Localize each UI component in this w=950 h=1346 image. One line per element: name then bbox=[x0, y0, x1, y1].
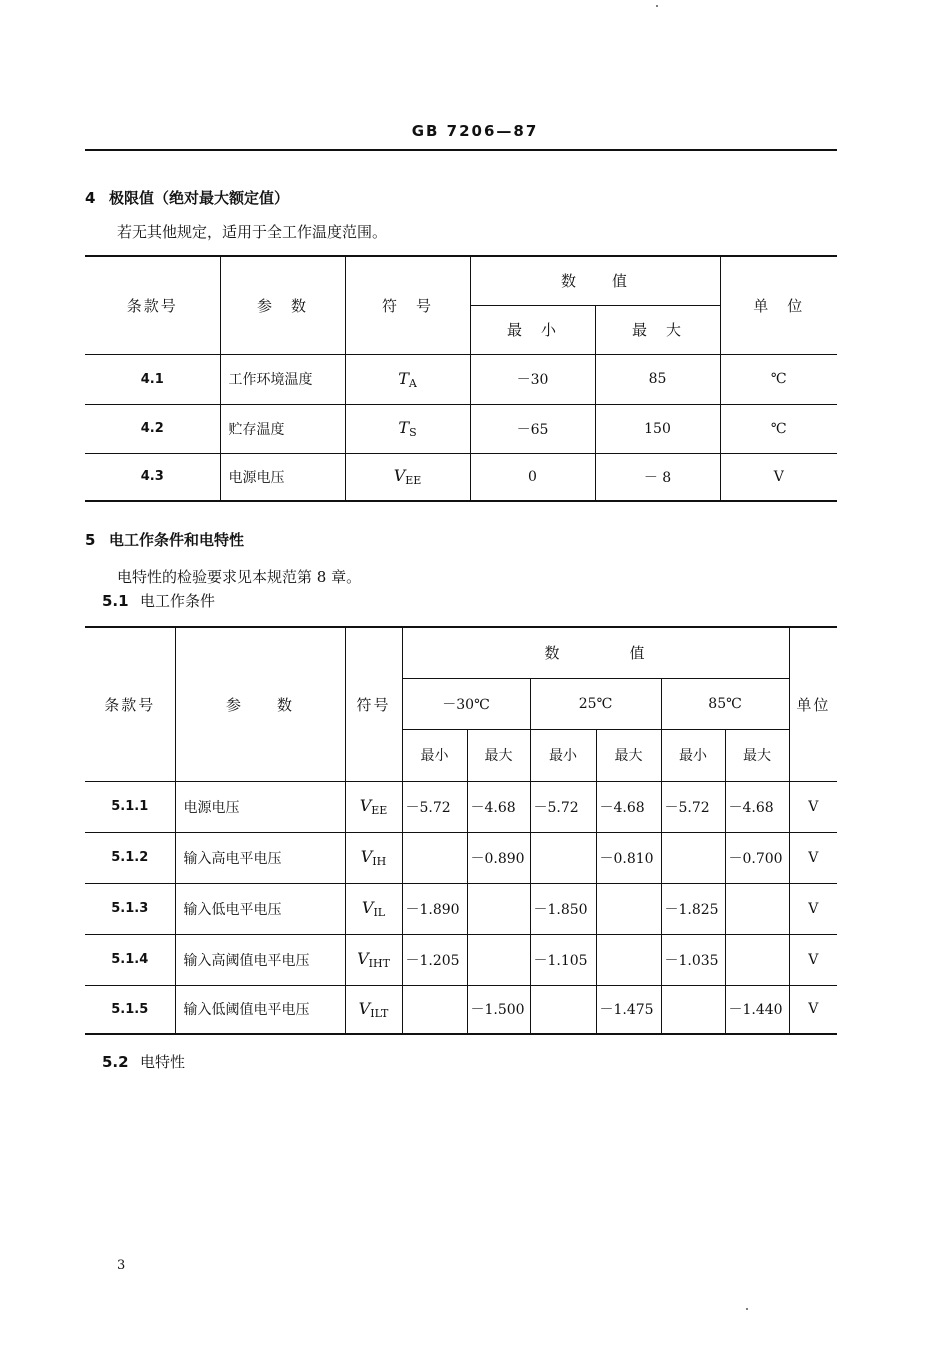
subsection-5-2-heading bbox=[102, 1051, 185, 1072]
cell-min: －30 bbox=[470, 354, 595, 404]
cell-value bbox=[402, 985, 467, 1034]
cell-param: 输入高阈值电平电压 bbox=[175, 934, 345, 985]
cell-value: －4.68 bbox=[467, 781, 530, 832]
cell-param: 输入低电平电压 bbox=[175, 883, 345, 934]
table-row bbox=[85, 832, 837, 883]
cell-unit: V bbox=[789, 832, 837, 883]
cell-clause: 5.1.2 bbox=[85, 832, 175, 883]
symbol-subscript: EE bbox=[405, 474, 422, 488]
cell-unit: ℃ bbox=[720, 404, 837, 453]
th-min: 最小 bbox=[661, 729, 725, 781]
cell-value: －5.72 bbox=[661, 781, 725, 832]
th-unit: 单 位 bbox=[720, 256, 837, 354]
cell-value: －0.700 bbox=[725, 832, 789, 883]
cell-param: 电源电压 bbox=[220, 453, 345, 501]
th-param: 参 数 bbox=[175, 627, 345, 781]
cell-value bbox=[725, 883, 789, 934]
th-max: 最大 bbox=[467, 729, 530, 781]
th-temp-85: 85℃ bbox=[661, 678, 789, 729]
cell-clause: 4.2 bbox=[85, 404, 220, 453]
cell-unit: V bbox=[789, 781, 837, 832]
symbol-subscript: A bbox=[408, 376, 417, 390]
section-number: 5 bbox=[85, 531, 96, 549]
page-number: 3 bbox=[117, 1258, 126, 1273]
cell-value bbox=[402, 832, 467, 883]
symbol-subscript: EE bbox=[371, 804, 388, 817]
operating-conditions-table bbox=[85, 626, 837, 1035]
table-row bbox=[85, 453, 837, 501]
table-row bbox=[85, 354, 837, 404]
cell-value: －1.825 bbox=[661, 883, 725, 934]
section-4-note: 若无其他规定，适用于全工作温度范围。 bbox=[117, 223, 388, 241]
cell-value: －0.890 bbox=[467, 832, 530, 883]
cell-symbol bbox=[345, 883, 402, 934]
subsection-number: 5.2 bbox=[102, 1053, 129, 1071]
cell-param: 工作环境温度 bbox=[220, 354, 345, 404]
th-clause: 条款号 bbox=[85, 256, 220, 354]
th-unit: 单位 bbox=[789, 627, 837, 781]
cell-value: －4.68 bbox=[596, 781, 661, 832]
header-rule bbox=[85, 149, 837, 151]
cell-param: 电源电压 bbox=[175, 781, 345, 832]
section-5-note: 电特性的检验要求见本规范第 8 章。 bbox=[117, 568, 362, 586]
th-max: 最大 bbox=[725, 729, 789, 781]
cell-value: －5.72 bbox=[402, 781, 467, 832]
cell-max: － 8 bbox=[595, 453, 720, 501]
cell-unit: ℃ bbox=[720, 354, 837, 404]
symbol-letter: T bbox=[398, 368, 409, 388]
section-title: 极限值（绝对最大额定值） bbox=[109, 189, 290, 207]
th-clause: 条款号 bbox=[85, 627, 175, 781]
cell-clause: 5.1.1 bbox=[85, 781, 175, 832]
th-min: 最 小 bbox=[470, 305, 595, 354]
cell-value bbox=[530, 832, 596, 883]
th-value: 数 值 bbox=[470, 256, 720, 305]
cell-value: －1.035 bbox=[661, 934, 725, 985]
cell-value bbox=[467, 934, 530, 985]
table-row bbox=[85, 985, 837, 1034]
symbol-subscript: IL bbox=[373, 906, 386, 919]
subsection-number: 5.1 bbox=[102, 592, 129, 610]
cell-value bbox=[661, 985, 725, 1034]
scan-speck bbox=[746, 1308, 748, 1310]
cell-value bbox=[725, 934, 789, 985]
cell-value: －1.475 bbox=[596, 985, 661, 1034]
cell-symbol bbox=[345, 985, 402, 1034]
table-row bbox=[85, 781, 837, 832]
cell-symbol bbox=[345, 934, 402, 985]
table-row bbox=[85, 934, 837, 985]
cell-clause: 4.1 bbox=[85, 354, 220, 404]
th-param: 参 数 bbox=[220, 256, 345, 354]
cell-param: 贮存温度 bbox=[220, 404, 345, 453]
section-title: 电工作条件和电特性 bbox=[109, 531, 245, 549]
cell-value: －1.850 bbox=[530, 883, 596, 934]
cell-value: －0.810 bbox=[596, 832, 661, 883]
table-row bbox=[85, 883, 837, 934]
cell-value: －4.68 bbox=[725, 781, 789, 832]
cell-value: －1.205 bbox=[402, 934, 467, 985]
symbol-subscript: IH bbox=[372, 855, 387, 868]
cell-param: 输入高电平电压 bbox=[175, 832, 345, 883]
cell-clause: 5.1.5 bbox=[85, 985, 175, 1034]
cell-value bbox=[596, 934, 661, 985]
symbol-letter: V bbox=[359, 796, 372, 815]
cell-param: 输入低阈值电平电压 bbox=[175, 985, 345, 1034]
cell-unit: V bbox=[789, 883, 837, 934]
cell-value bbox=[467, 883, 530, 934]
cell-symbol bbox=[345, 832, 402, 883]
symbol-letter: V bbox=[361, 898, 374, 917]
symbol-letter: V bbox=[358, 998, 371, 1018]
cell-value: －5.72 bbox=[530, 781, 596, 832]
th-symbol: 符 号 bbox=[345, 256, 470, 354]
cell-symbol bbox=[345, 354, 470, 404]
subsection-title: 电特性 bbox=[140, 1053, 186, 1071]
cell-max: 85 bbox=[595, 354, 720, 404]
th-symbol: 符号 bbox=[345, 627, 402, 781]
symbol-subscript: S bbox=[409, 426, 417, 439]
cell-value: －1.890 bbox=[402, 883, 467, 934]
symbol-letter: V bbox=[360, 847, 373, 866]
cell-value: －1.105 bbox=[530, 934, 596, 985]
standard-code-header: GB 7206—87 bbox=[411, 122, 539, 140]
cell-symbol bbox=[345, 781, 402, 832]
cell-min: 0 bbox=[470, 453, 595, 501]
th-max: 最 大 bbox=[595, 305, 720, 354]
th-min: 最小 bbox=[530, 729, 596, 781]
cell-unit: V bbox=[789, 934, 837, 985]
section-number: 4 bbox=[85, 189, 96, 207]
cell-clause: 5.1.3 bbox=[85, 883, 175, 934]
symbol-letter: T bbox=[398, 418, 410, 437]
section-5-heading bbox=[85, 529, 244, 550]
cell-clause: 5.1.4 bbox=[85, 934, 175, 985]
cell-unit: V bbox=[720, 453, 837, 501]
cell-value bbox=[596, 883, 661, 934]
symbol-letter: V bbox=[393, 466, 406, 486]
table-row bbox=[85, 404, 837, 453]
scan-speck bbox=[656, 5, 658, 7]
symbol-subscript: IHT bbox=[368, 957, 390, 970]
th-max: 最大 bbox=[596, 729, 661, 781]
cell-value bbox=[661, 832, 725, 883]
th-value: 数 值 bbox=[402, 627, 789, 678]
limits-table bbox=[85, 255, 837, 502]
cell-symbol bbox=[345, 453, 470, 501]
th-temp-25: 25℃ bbox=[530, 678, 661, 729]
th-min: 最小 bbox=[402, 729, 467, 781]
cell-value bbox=[530, 985, 596, 1034]
cell-value: －1.440 bbox=[725, 985, 789, 1034]
th-temp-minus30: －30℃ bbox=[402, 678, 530, 729]
symbol-letter: V bbox=[357, 949, 369, 968]
cell-value: －1.500 bbox=[467, 985, 530, 1034]
cell-unit: V bbox=[789, 985, 837, 1034]
cell-max: 150 bbox=[595, 404, 720, 453]
subsection-5-1-heading bbox=[102, 590, 215, 611]
symbol-subscript: ILT bbox=[370, 1006, 389, 1020]
cell-symbol bbox=[345, 404, 470, 453]
cell-min: －65 bbox=[470, 404, 595, 453]
section-4-heading bbox=[85, 187, 289, 208]
subsection-title: 电工作条件 bbox=[140, 592, 216, 610]
cell-clause: 4.3 bbox=[85, 453, 220, 501]
